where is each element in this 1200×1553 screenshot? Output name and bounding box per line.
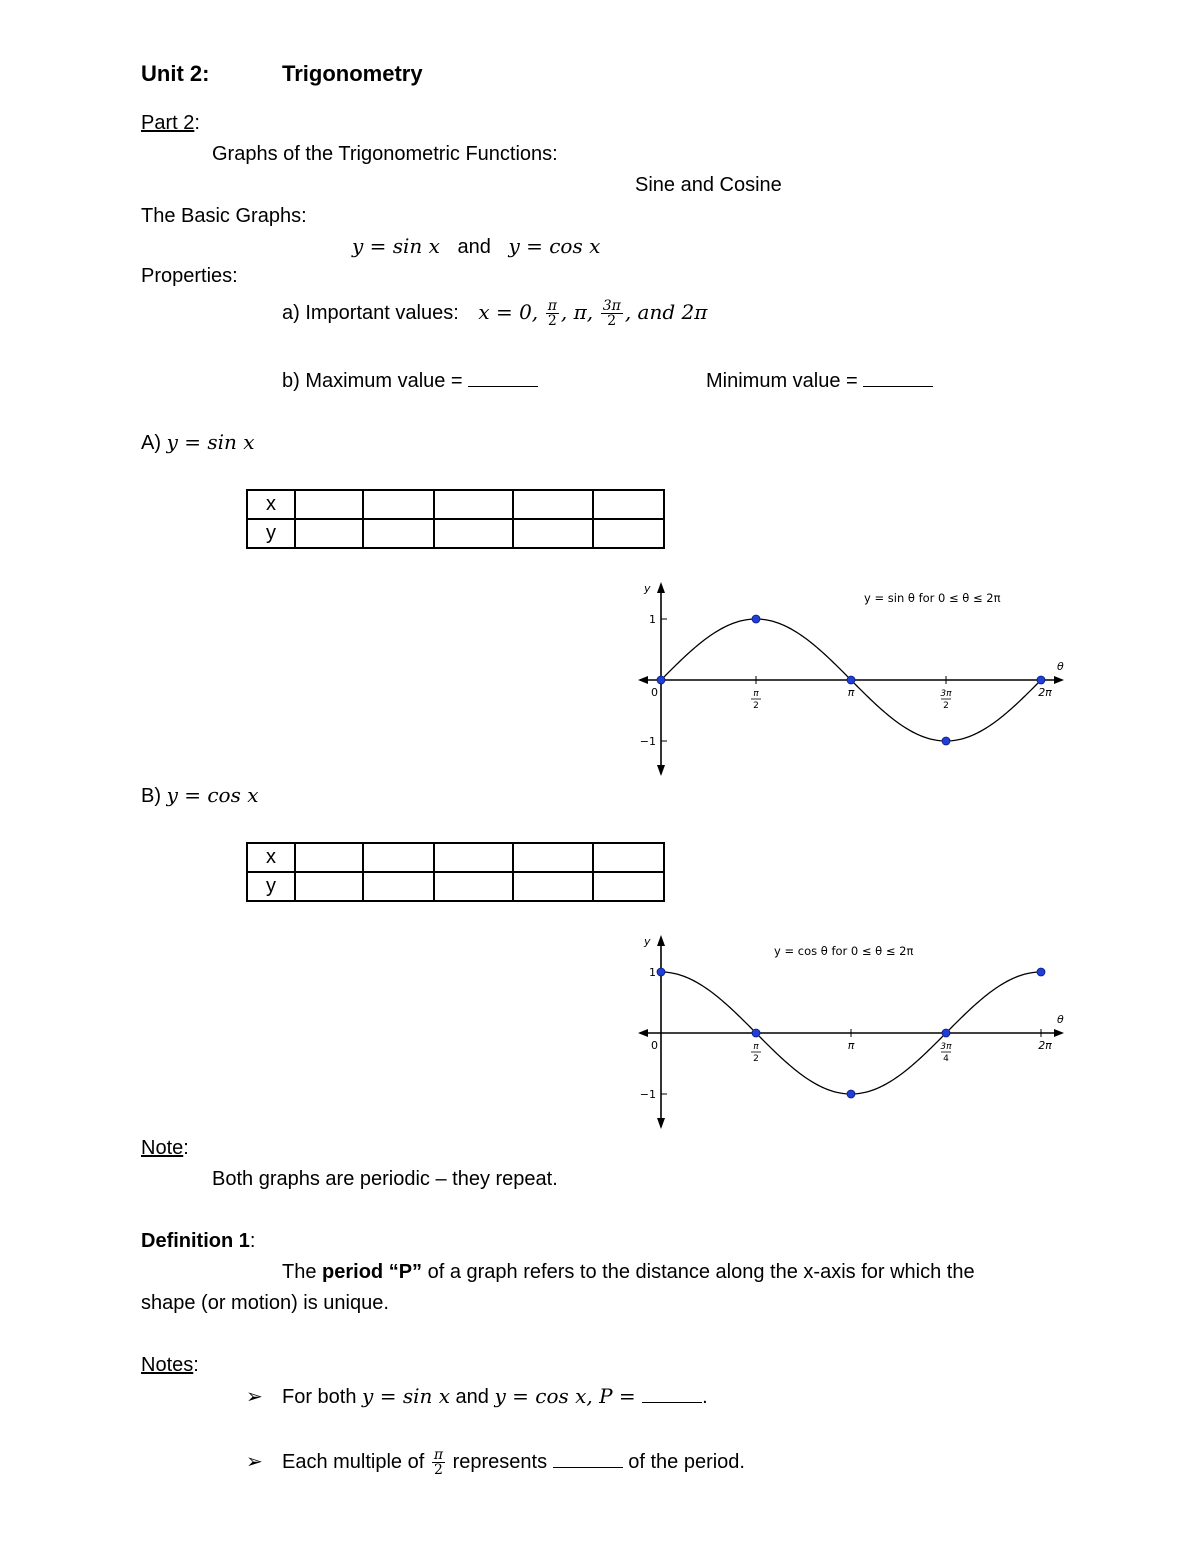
x-equals-zero: x = 0, — [478, 300, 539, 324]
data-point — [752, 1029, 760, 1037]
x-tick-label: 2π — [1038, 686, 1052, 699]
minimum-value — [706, 368, 933, 393]
definition-heading — [141, 1229, 255, 1253]
data-point — [657, 676, 665, 684]
arrow-bullet-icon: ➢ — [246, 1386, 263, 1408]
important-values — [282, 290, 707, 335]
note-label: Note — [141, 1137, 184, 1159]
arrow-bullet-icon: ➢ — [246, 1451, 263, 1473]
x-axis-arrow-left — [638, 676, 648, 684]
x-tick-label-num: 3π — [940, 1042, 952, 1052]
table-cell[interactable] — [434, 490, 513, 519]
x-tick-label: π — [847, 1039, 855, 1052]
x-axis-arrow-right — [1054, 676, 1064, 684]
important-values-label: a) Important values: — [282, 302, 459, 324]
table-row — [247, 843, 664, 872]
data-point — [942, 1029, 950, 1037]
table-cell[interactable] — [593, 490, 664, 519]
y-axis-arrow-down — [657, 1118, 665, 1129]
data-point — [1037, 676, 1045, 684]
x-tick-label-den: 2 — [753, 701, 759, 711]
cos-graph — [630, 931, 1070, 1131]
definition-pre: The — [282, 1261, 323, 1283]
minimum-value-label: Minimum value = — [706, 370, 864, 392]
pi-over-2-fraction: $\frac{\pi}{2}$ — [433, 1446, 444, 1479]
notes-bullet-1 — [246, 1384, 708, 1409]
part-heading — [141, 111, 200, 135]
section-b-label: B) — [141, 785, 167, 807]
table-row — [247, 872, 664, 901]
properties-label: Properties: — [141, 265, 238, 287]
table-row — [247, 490, 664, 519]
bullet-2-pre: Each multiple of — [282, 1451, 430, 1473]
origin-label: 0 — [651, 686, 658, 699]
note-heading — [141, 1136, 189, 1160]
section-a-heading — [141, 430, 255, 455]
bullet-2-post: represents — [447, 1451, 553, 1473]
three-pi-over-2-fraction: $\frac{3\pi}{2}$ — [602, 297, 621, 330]
bullet-1-eq-sin: y = sin x — [362, 1384, 450, 1408]
bullet-1-eq-cos: y = cos x — [494, 1384, 587, 1408]
section-a-equation: y = sin x — [166, 430, 255, 454]
table-cell[interactable] — [434, 872, 513, 901]
minimum-value-blank[interactable] — [863, 368, 933, 387]
table-row-header-y: y — [247, 519, 295, 548]
table-cell[interactable] — [513, 872, 593, 901]
x-tick-label-den: 4 — [943, 1054, 949, 1064]
definition-line-2: shape (or motion) is unique. — [141, 1292, 389, 1314]
x-tick-label: π — [847, 686, 855, 699]
x-tick-label-den: 2 — [753, 1054, 759, 1064]
table-row-header-x: x — [247, 843, 295, 872]
x-tick-label-num: 3π — [940, 689, 952, 699]
notes-label: Notes — [141, 1354, 194, 1376]
table-cell[interactable] — [513, 490, 593, 519]
table-cell[interactable] — [363, 843, 434, 872]
definition-line-1 — [282, 1260, 975, 1284]
maximum-value-label: b) Maximum value = — [282, 370, 469, 392]
table-row-header-y: y — [247, 872, 295, 901]
table-cell[interactable] — [513, 519, 593, 548]
table-cell[interactable] — [295, 519, 363, 548]
y-tick-label: −1 — [639, 1088, 656, 1101]
eq-cos: y = cos x — [508, 234, 601, 258]
table-cell[interactable] — [593, 519, 664, 548]
table-cell[interactable] — [593, 872, 664, 901]
subtitle: Graphs of the Trigonometric Functions: — [212, 143, 558, 165]
origin-label: 0 — [651, 1039, 658, 1052]
data-point — [657, 968, 665, 976]
table-cell[interactable] — [593, 843, 664, 872]
y-axis-arrow-up — [657, 935, 665, 946]
definition-label: Definition 1 — [141, 1230, 250, 1252]
x-axis-arrow-right — [1054, 1029, 1064, 1037]
table-row — [247, 519, 664, 548]
bullet-1-end: . — [702, 1386, 708, 1408]
definition-colon: : — [249, 1230, 256, 1252]
table-row-header-x: x — [247, 490, 295, 519]
y-axis-arrow-up — [657, 582, 665, 593]
table-cell[interactable] — [295, 872, 363, 901]
x-axis-arrow-left — [638, 1029, 648, 1037]
x-axis-label: θ — [1057, 660, 1064, 673]
notes-bullet-2 — [246, 1440, 745, 1484]
data-point — [752, 615, 760, 623]
graph-title: y = sin θ for 0 ≤ θ ≤ 2π — [864, 591, 1001, 605]
note-colon: : — [183, 1137, 189, 1159]
period-blank[interactable] — [642, 1384, 702, 1403]
table-cell[interactable] — [363, 490, 434, 519]
x-tick-label: 2π — [1038, 1039, 1052, 1052]
definition-post: of a graph refers to the distance along the x-axis for which the — [422, 1261, 975, 1283]
x-tick-label-den: 2 — [943, 701, 949, 711]
x-axis-label: θ — [1057, 1013, 1064, 1026]
graph-title: y = cos θ for 0 ≤ θ ≤ 2π — [774, 944, 914, 958]
table-cell[interactable] — [363, 519, 434, 548]
bullet-1-period: , P = — [586, 1384, 643, 1408]
table-cell[interactable] — [295, 490, 363, 519]
data-point — [1037, 968, 1045, 976]
sin-graph — [630, 578, 1070, 778]
data-point — [847, 1090, 855, 1098]
y-axis-arrow-down — [657, 765, 665, 776]
sin-value-table — [246, 489, 665, 549]
notes-heading — [141, 1353, 199, 1377]
data-point — [847, 676, 855, 684]
section-b-equation: y = cos x — [166, 783, 259, 807]
eq-sin: y = sin x — [352, 234, 440, 258]
y-tick-label: 1 — [649, 966, 656, 979]
period-term: period “P” — [322, 1261, 423, 1283]
y-axis-label: y — [644, 935, 651, 948]
note-text: Both graphs are periodic – they repeat. — [212, 1168, 558, 1190]
table-cell[interactable] — [363, 872, 434, 901]
maximum-value — [282, 368, 538, 393]
part-label: Part 2 — [141, 112, 195, 134]
x-tick-label-num: π — [753, 1042, 759, 1052]
y-axis-label: y — [644, 582, 651, 595]
pi-comma: , π, — [560, 300, 594, 324]
and-word: and — [457, 236, 491, 258]
bullet-2-end: of the period. — [622, 1451, 745, 1473]
part-colon: : — [194, 112, 200, 134]
basic-graphs-equations — [352, 234, 600, 259]
subtitle-2: Sine and Cosine — [635, 174, 782, 196]
unit-title: Trigonometry — [282, 61, 423, 86]
basic-graphs-label: The Basic Graphs: — [141, 205, 307, 227]
cos-value-table — [246, 842, 665, 902]
table-cell[interactable] — [434, 843, 513, 872]
table-cell[interactable] — [513, 843, 593, 872]
y-tick-label: −1 — [639, 735, 656, 748]
x-tick-label-num: π — [753, 689, 759, 699]
bullet-1-pre: For both — [282, 1386, 363, 1408]
section-b-heading — [141, 783, 258, 808]
unit-label: Unit 2: — [141, 61, 210, 86]
pi-over-2-fraction: $\frac{\pi}{2}$ — [547, 297, 557, 330]
table-cell[interactable] — [434, 519, 513, 548]
notes-colon: : — [193, 1354, 199, 1376]
section-a-label: A) — [141, 432, 167, 454]
maximum-value-blank[interactable] — [468, 368, 538, 387]
fraction-blank[interactable] — [553, 1449, 623, 1468]
bullet-1-and: and — [450, 1386, 495, 1408]
y-tick-label: 1 — [649, 613, 656, 626]
and-2pi: , and 2π — [624, 300, 708, 324]
data-point — [942, 737, 950, 745]
table-cell[interactable] — [295, 843, 363, 872]
